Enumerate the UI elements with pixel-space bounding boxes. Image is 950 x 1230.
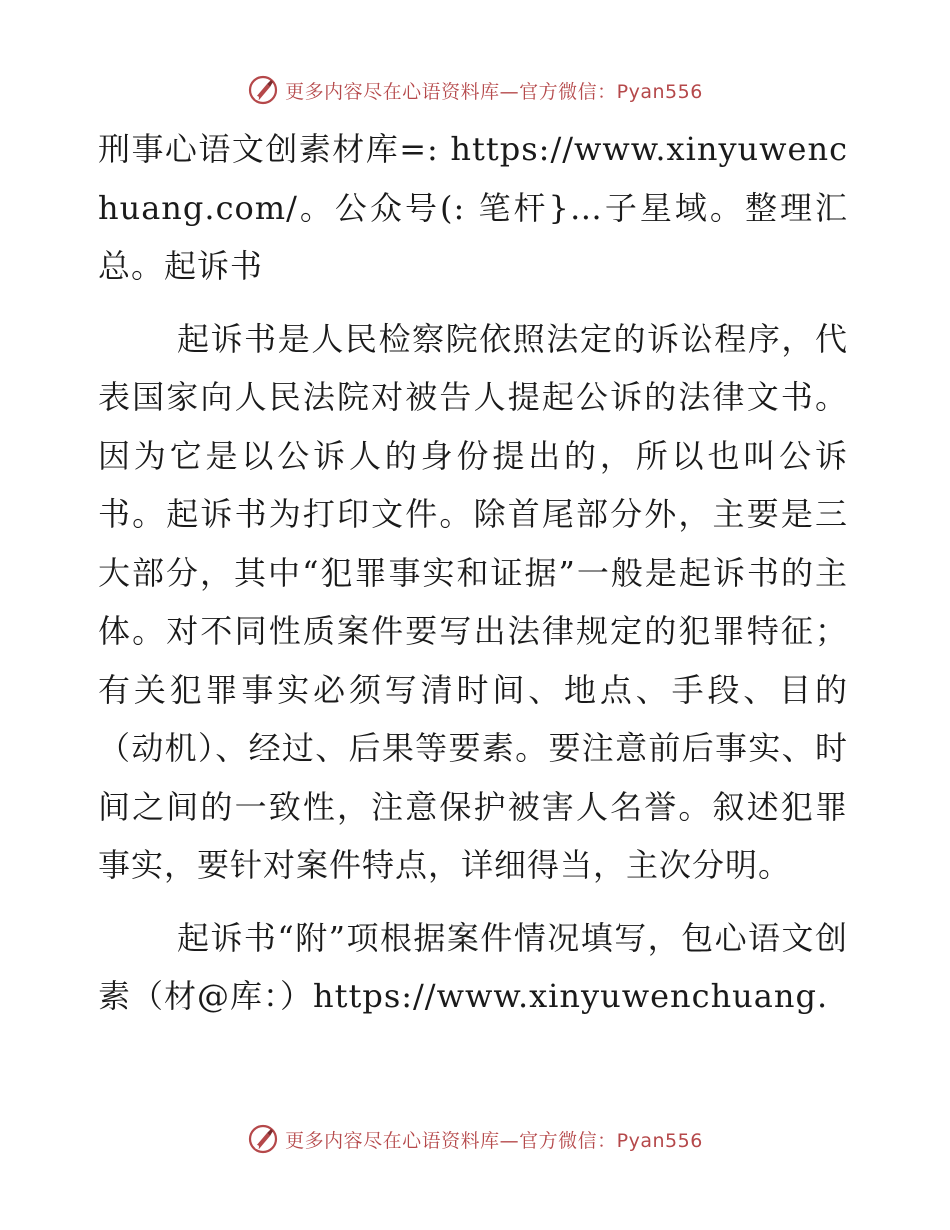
watermark-inner	[247, 74, 703, 106]
watermark-inner	[247, 1123, 703, 1155]
footer-watermark	[0, 1121, 950, 1157]
watermark-text: 更多内容尽在心语资料库—官方微信：Pyan556	[285, 80, 703, 103]
paragraph-definition: 起诉书是人民检察院依照法定的诉讼程序，代表国家向人民法院对被告人提起公诉的法律文书。因为它是以公诉人的身份提出的，所以也叫公诉书。起诉书为打印文件。除首尾部分外，主要是三大部分，其中“犯罪事实和证据”一般是起诉书的主体。对不同性质案件要写出法律规定的犯罪特征；有关犯罪事实必须写清时间、地点、手段、目的（动机）、经过、后果等要素。要注意前后事实、时间之间的一致性，注意保护被害人名誉。叙述犯罪事实，要针对案件特点，详细得当，主次分明。	[98, 319, 848, 884]
header-watermark	[0, 72, 950, 108]
paragraph-appendix: 起诉书“附”项根据案件情况填写，包心语文创素（材@库：）https://www.xinyuwenchuang.	[98, 918, 848, 1015]
pen-logo-icon	[247, 1123, 279, 1155]
paragraph-intro: 刑事心语文创素材库=: https://www.xinyuwenchuang.com/。公众号(: 笔杆}…子星域。整理汇总。起诉书	[98, 130, 848, 285]
watermark-text: 更多内容尽在心语资料库—官方微信：Pyan556	[285, 1129, 703, 1152]
pen-logo-icon	[247, 74, 279, 106]
document-body	[98, 120, 848, 1026]
